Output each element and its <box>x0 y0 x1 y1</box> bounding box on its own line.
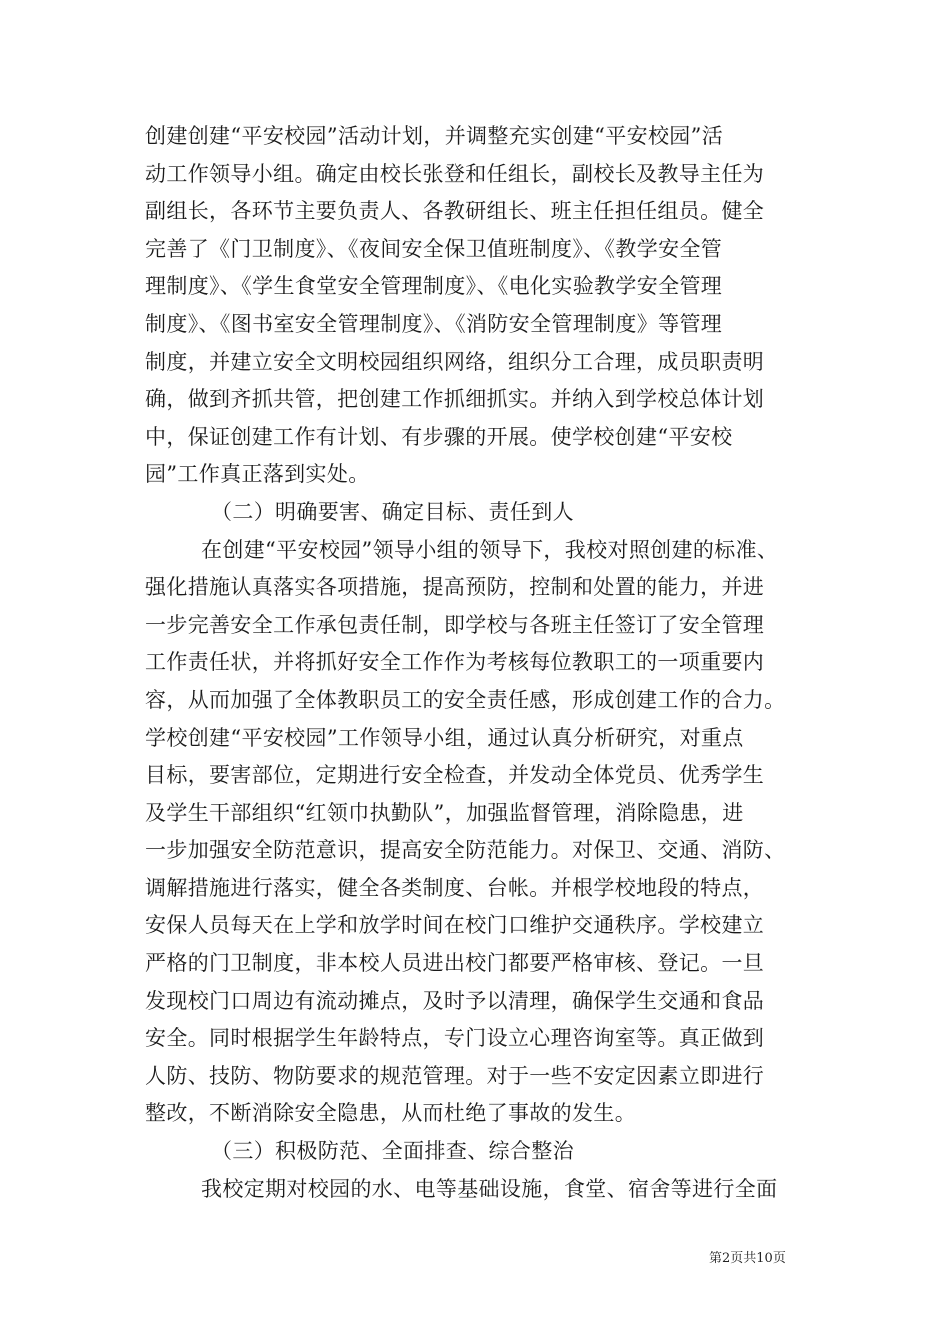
text-line: 一步加强安全防范意识，提高安全防范能力。对保卫、交通、消防、 <box>145 838 786 863</box>
text-line: 强化措施认真落实各项措施，提高预防，控制和处置的能力，并进 <box>145 575 765 600</box>
text-line: 确，做到齐抓共管，把创建工作抓细抓实。并纳入到学校总体计划 <box>145 387 765 412</box>
text-line: 容，从而加强了全体教职员工的安全责任感，形成创建工作的合力。 <box>145 687 786 712</box>
text-line: 严格的门卫制度，非本校人员进出校门都要严格审核、登记。一旦 <box>145 951 765 976</box>
text-line: 人防、技防、物防要求的规范管理。对于一些不安定因素立即进行 <box>145 1063 765 1088</box>
text-line: 理制度》、《学生食堂安全管理制度》、《电化实验教学安全管理 <box>145 274 723 299</box>
text-line: 整改，不断消除安全隐患，从而杜绝了事故的发生。 <box>145 1101 637 1126</box>
text-line: 在创建“平安校园”领导小组的领导下，我校对照创建的标准、 <box>201 537 779 562</box>
text-line: 中，保证创建工作有计划、有步骤的开展。使学校创建“平安校 <box>145 424 733 449</box>
text-line: 一步完善安全工作承包责任制，即学校与各班主任签订了安全管理 <box>145 612 765 637</box>
body-text <box>145 118 817 1208</box>
text-line: 学校创建“平安校园”工作领导小组，通过认真分析研究，对重点 <box>145 725 744 750</box>
section-heading: （二）明确要害、确定目标、责任到人 <box>211 499 574 524</box>
text-line: 我校定期对校园的水、电等基础设施，食堂、宿舍等进行全面 <box>201 1176 778 1201</box>
text-line: 安全。同时根据学生年龄特点，专门设立心理咨询室等。真正做到 <box>145 1026 765 1051</box>
text-line: 园”工作真正落到实处。 <box>145 462 370 487</box>
text-line: 副组长，各环节主要负责人、各教研组长、班主任担任组员。健全 <box>145 199 765 224</box>
page-number: 第2页共10页 <box>709 1251 786 1266</box>
text-line: 制度，并建立安全文明校园组织网络，组织分工合理，成员职责明 <box>145 349 765 374</box>
text-line: 创建创建“平安校园”活动计划，并调整充实创建“平安校园”活 <box>145 124 724 148</box>
text-line: 动工作领导小组。确定由校长张登和任组长，副校长及教导主任为 <box>145 161 765 186</box>
text-line: 安保人员每天在上学和放学时间在校门口维护交通秩序。学校建立 <box>145 913 765 938</box>
text-line: 制度》、《图书室安全管理制度》、《消防安全管理制度》等管理 <box>145 311 723 336</box>
text-line: 目标，要害部位，定期进行安全检查，并发动全体党员、优秀学生 <box>145 763 765 788</box>
text-line: 及学生干部组织“红领巾执勤队”，加强监督管理，消除隐患，进 <box>145 800 744 825</box>
section-heading: （三）积极防范、全面排查、综合整治 <box>211 1139 574 1164</box>
text-line: 调解措施进行落实，健全各类制度、台帐。并根学校地段的特点， <box>145 875 765 900</box>
text-line: 工作责任状，并将抓好安全工作作为考核每位教职工的一项重要内 <box>145 650 765 675</box>
text-line: 发现校门口周边有流动摊点，及时予以清理，确保学生交通和食品 <box>145 988 765 1013</box>
text-line: 完善了《门卫制度》、《夜间安全保卫值班制度》、《教学安全管 <box>145 236 723 261</box>
